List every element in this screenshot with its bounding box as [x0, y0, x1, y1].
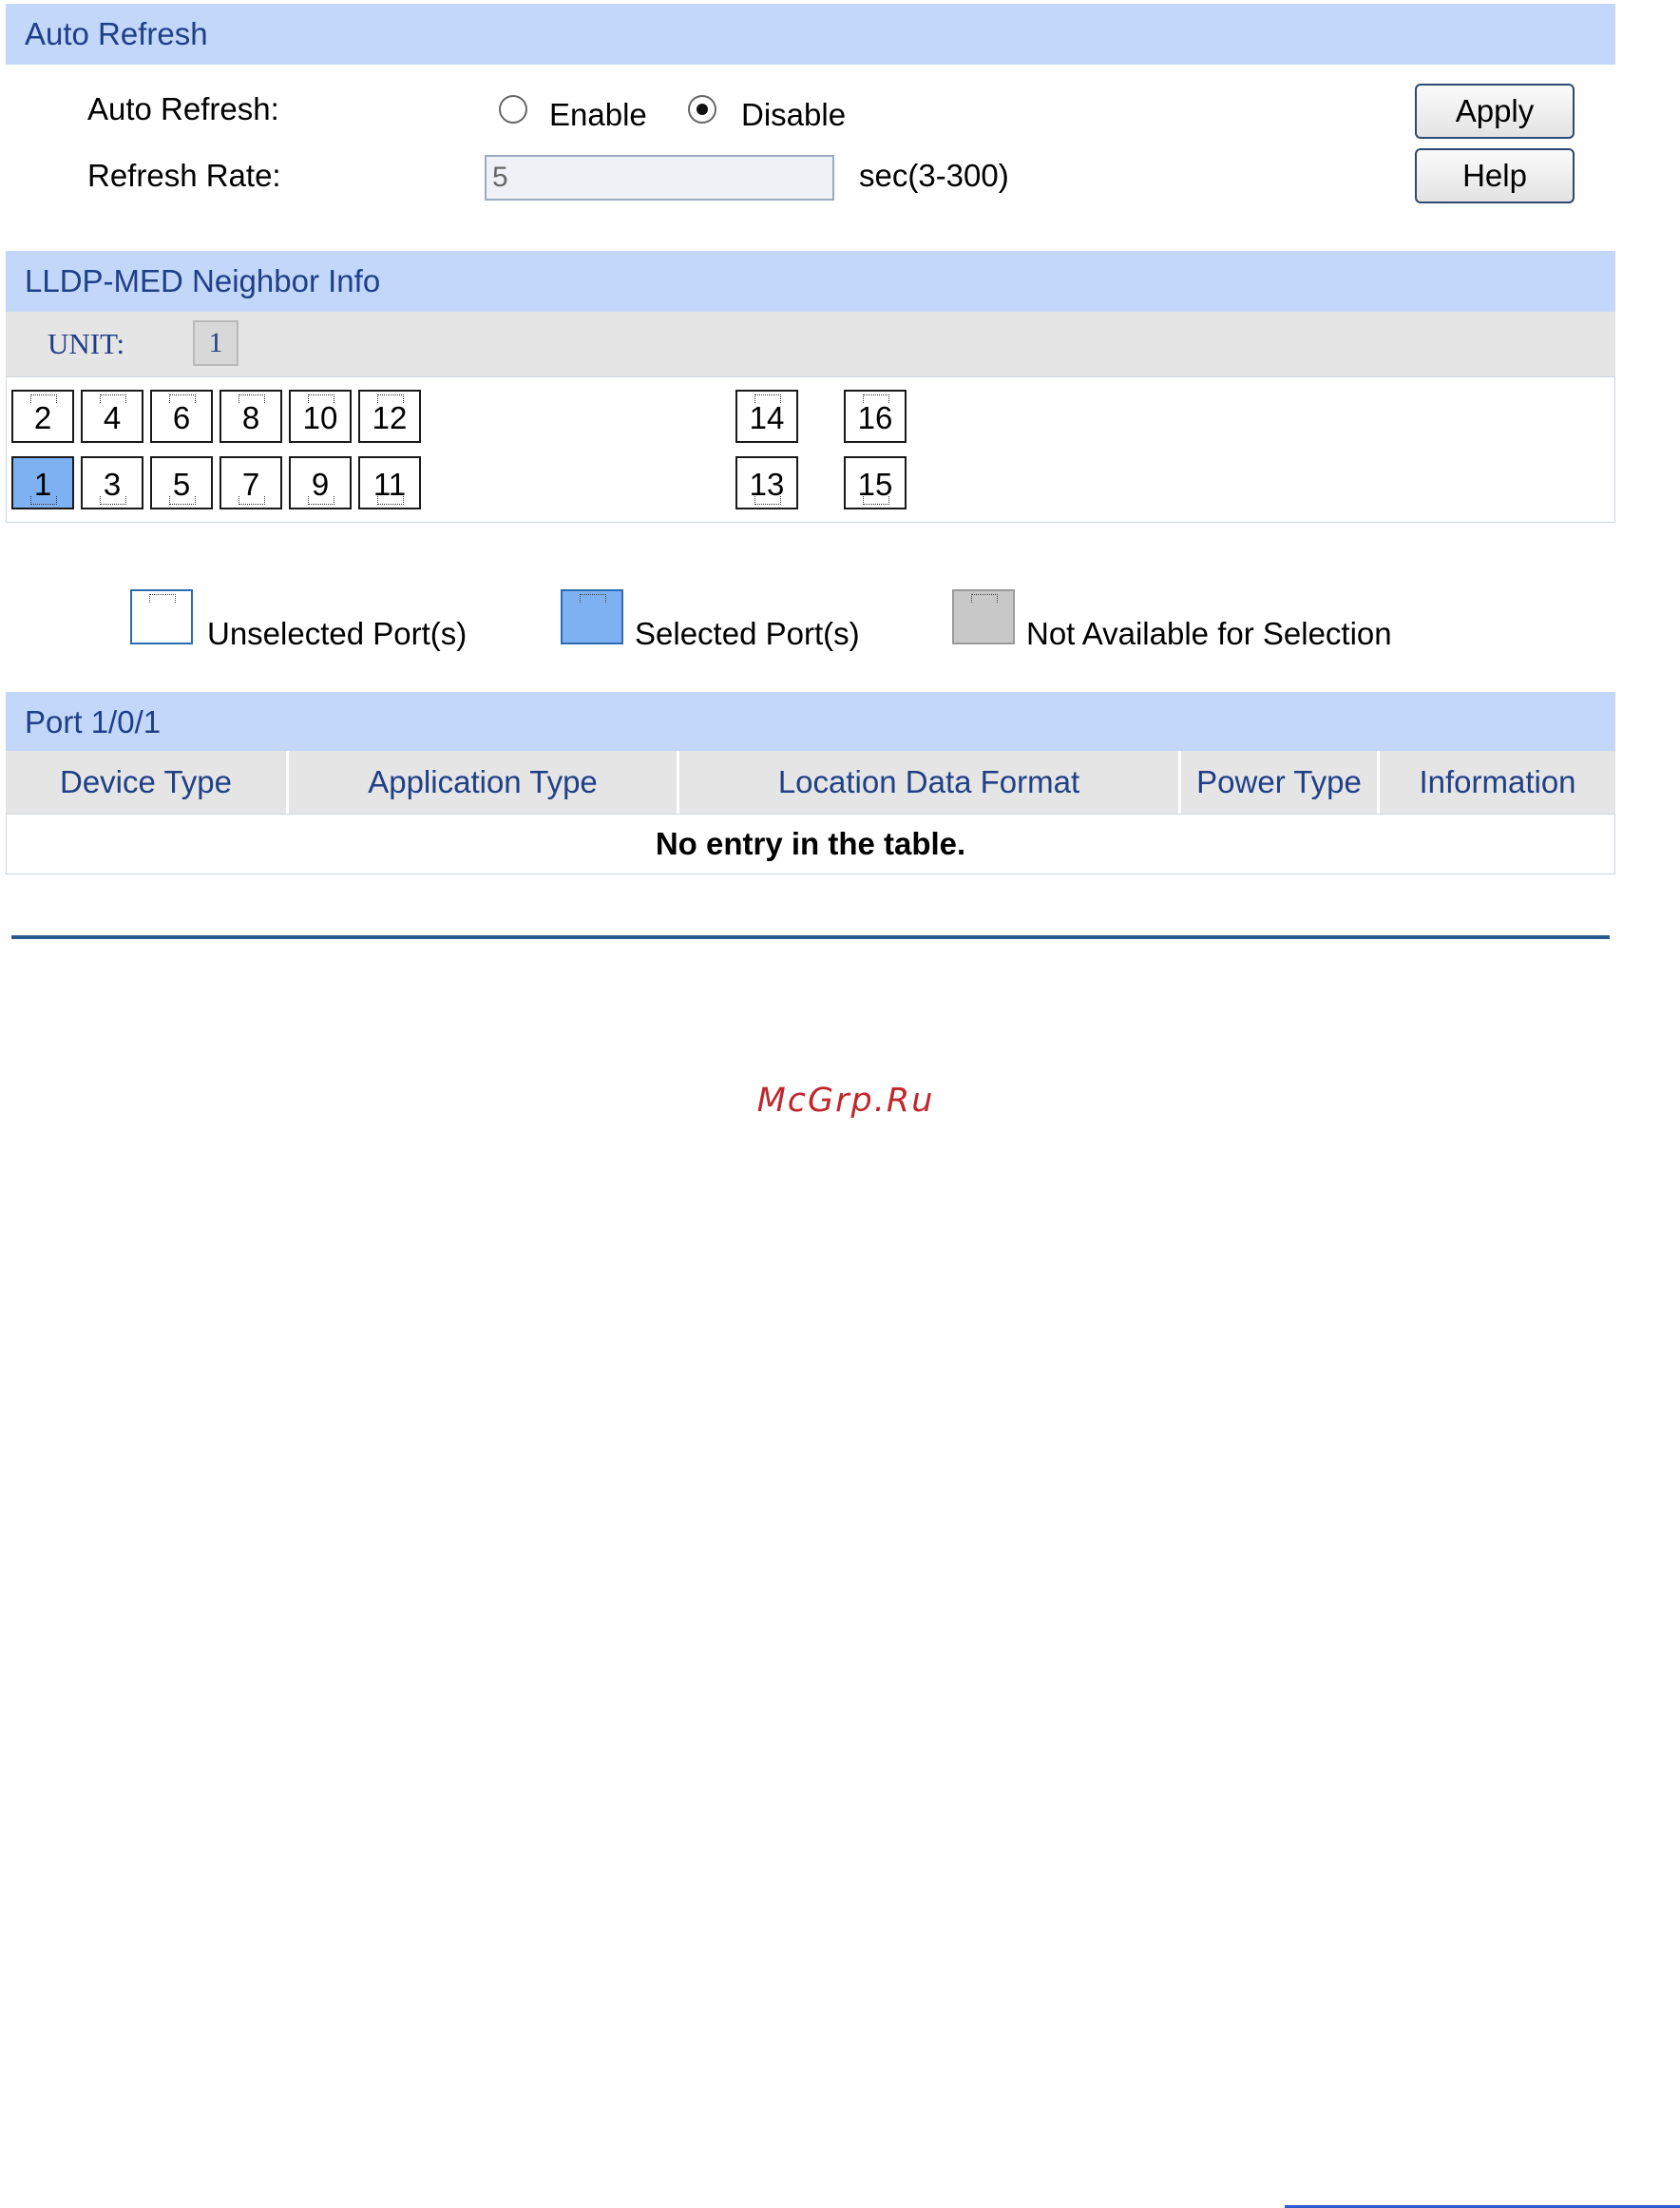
port-table-header: Port 1/0/1 — [6, 692, 1615, 753]
port-5[interactable]: 5 — [150, 456, 213, 509]
port-2[interactable]: 2 — [11, 390, 74, 443]
port-14[interactable]: 14 — [735, 390, 798, 443]
unavailable-port-icon — [952, 589, 1015, 644]
port-15[interactable]: 15 — [844, 456, 907, 509]
neighbor-info-header: LLDP-MED Neighbor Info — [6, 251, 1615, 312]
watermark: McGrp.Ru — [756, 1082, 935, 1120]
column-device-type: Device Type — [60, 764, 232, 799]
port-9[interactable]: 9 — [289, 456, 352, 509]
enable-radio[interactable] — [499, 95, 527, 124]
unit-label: UNIT: — [48, 327, 125, 360]
port-3[interactable]: 3 — [81, 456, 143, 509]
apply-button[interactable]: Apply — [1415, 84, 1575, 139]
auto-refresh-header: Auto Refresh — [6, 4, 1615, 65]
column-location-data-format: Location Data Format — [777, 764, 1080, 799]
port-12[interactable]: 12 — [358, 390, 421, 443]
unit-button[interactable]: 1 — [193, 320, 239, 366]
port-4[interactable]: 4 — [81, 390, 143, 443]
port-11[interactable]: 11 — [358, 456, 421, 509]
disable-radio[interactable] — [688, 95, 716, 124]
column-power-type: Power Type — [1196, 764, 1362, 799]
port-6[interactable]: 6 — [150, 390, 213, 443]
legend-unavailable-label: Not Available for Selection — [1026, 616, 1392, 651]
column-information: Information — [1419, 764, 1576, 799]
legend-selected-label: Selected Port(s) — [635, 616, 860, 651]
disable-label[interactable]: Disable — [741, 97, 847, 132]
refresh-rate-label: Refresh Rate: — [87, 158, 281, 193]
port-1[interactable]: 1 — [11, 456, 74, 509]
refresh-rate-input[interactable]: 5 — [485, 155, 834, 201]
section-divider — [11, 935, 1610, 939]
port-10[interactable]: 10 — [289, 390, 352, 443]
port-7[interactable]: 7 — [220, 456, 282, 509]
unselected-port-icon — [130, 589, 193, 644]
table-empty-message: No entry in the table. — [6, 814, 1615, 874]
refresh-rate-unit: sec(3-300) — [859, 158, 1009, 193]
enable-label[interactable]: Enable — [549, 97, 647, 132]
port-16[interactable]: 16 — [844, 390, 907, 443]
auto-refresh-label: Auto Refresh: — [87, 91, 279, 126]
unit-bar — [6, 312, 1615, 376]
column-application-type: Application Type — [368, 764, 598, 799]
port-13[interactable]: 13 — [735, 456, 798, 509]
selected-port-icon — [561, 589, 623, 644]
legend-unselected-label: Unselected Port(s) — [207, 616, 468, 651]
port-8[interactable]: 8 — [220, 390, 282, 443]
help-button[interactable]: Help — [1415, 148, 1575, 203]
